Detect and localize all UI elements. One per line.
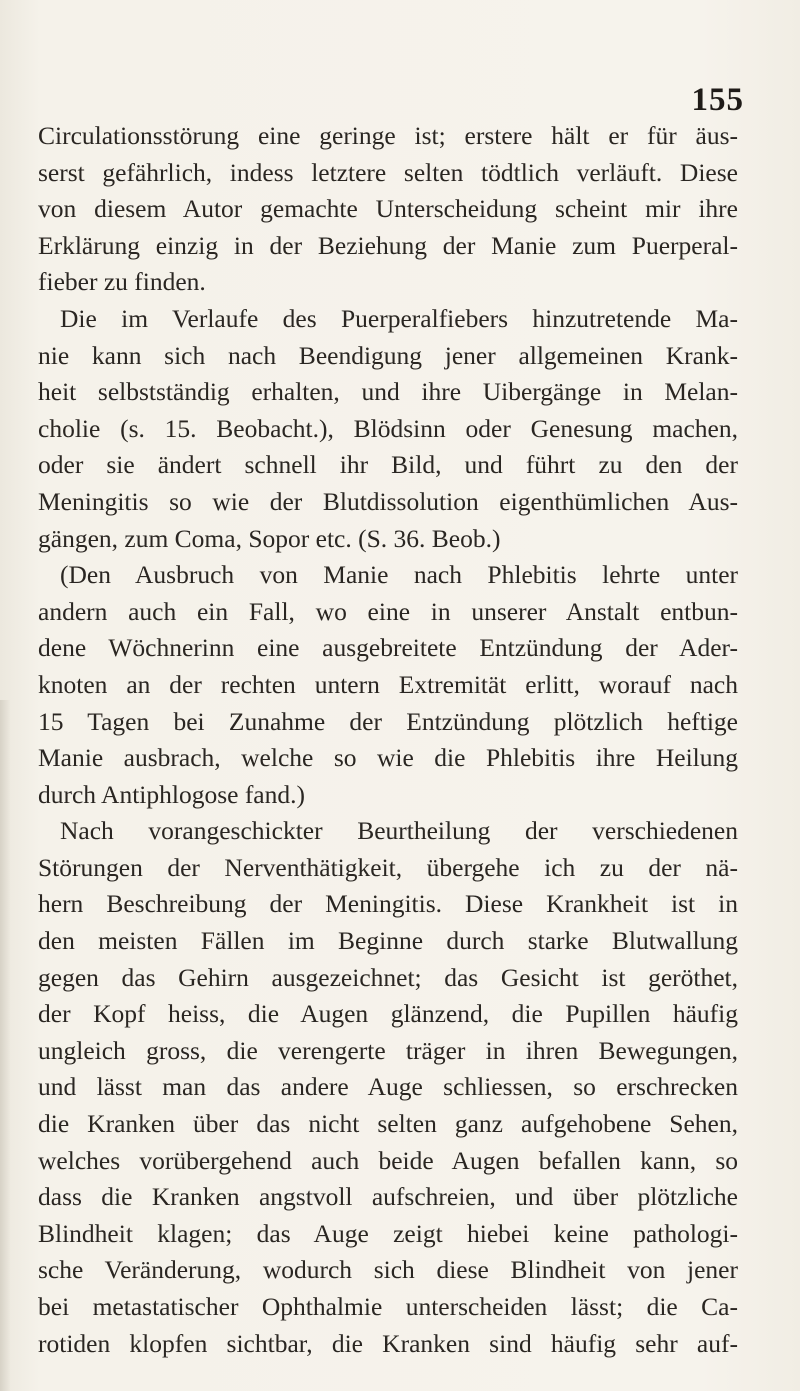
text-line: gängen, zum Coma, Sopor etc. (S. 36. Beob.) (38, 523, 501, 553)
text-line: und lässt man das andere Auge schliessen, so erschrecken (38, 1072, 738, 1102)
text-line: sche Veränderung, wodurch sich diese Blindheit von jener (38, 1255, 738, 1285)
text-line: ungleich gross, die verengerte träger in ihren Bewegungen, (38, 1035, 738, 1065)
text-line: Erklärung einzig in der Beziehung der Manie zum Puerperal- (38, 230, 738, 260)
text-line: die Kranken über das nicht selten ganz aufgehobene Sehen, (38, 1109, 738, 1139)
text-line: bei metastatischer Ophthalmie unterscheiden lässt; die Ca- (38, 1292, 738, 1321)
text-line: Manie ausbrach, welche so wie die Phlebitis ihre Heilung (38, 743, 738, 773)
text-line: rotiden klopfen sichtbar, die Kranken sind häufig sehr auf- (38, 1328, 738, 1358)
text-line: gegen das Gehirn ausgezeichnet; das Gesicht ist geröthet, (38, 962, 738, 992)
text-line: heit selbstständig erhalten, und ihre Uibergänge in Melan- (38, 377, 738, 407)
text-line: der Kopf heiss, die Augen glänzend, die Pupillen häufig (38, 999, 738, 1029)
text-line: welches vorübergehend auch beide Augen befallen kann, so (38, 1145, 738, 1175)
text-line: Störungen der Nerventhätigkeit, übergehe ich zu der nä- (38, 852, 738, 882)
body-text (38, 118, 738, 1362)
text-line: (Den Ausbruch von Manie nach Phlebitis lehrte unter (60, 560, 738, 590)
text-line: knoten an der rechten untern Extremität erlitt, worauf nach (38, 669, 738, 699)
text-line: Blindheit klagen; das Auge zeigt hiebei keine pathologi- (38, 1218, 738, 1248)
text-line: dene Wöchnerinn eine ausgebreitete Entzündung der Ader- (38, 633, 738, 663)
text-line: nie kann sich nach Beendigung jener allgemeinen Krank- (38, 340, 738, 370)
text-line: cholie (s. 15. Beobacht.), Blödsinn oder Genesung machen, (38, 413, 738, 443)
text-line: fieber zu finden. (38, 267, 206, 297)
text-line: Meningitis so wie der Blutdissolution eigenthümlichen Aus- (38, 486, 738, 516)
text-line: den meisten Fällen im Beginne durch starke Blutwallung (38, 926, 738, 956)
text-line: Circulationsstörung eine geringe ist; erstere hält er für äus- (38, 121, 738, 150)
page-number: 155 (691, 82, 744, 118)
page-gutter-shadow (0, 700, 10, 1391)
text-line: andern auch ein Fall, wo eine in unserer Anstalt entbun- (38, 596, 738, 626)
text-line: hern Beschreibung der Meningitis. Diese Krankheit ist in (38, 889, 738, 919)
text-line: serst gefährlich, indess letztere selten tödtlich verläuft. Diese (38, 157, 738, 187)
text-line: 15 Tagen bei Zunahme der Entzündung plötzlich heftige (38, 706, 738, 736)
text-line: oder sie ändert schnell ihr Bild, und führt zu den der (38, 450, 738, 480)
text-line: Die im Verlaufe des Puerperalfiebers hinzutretende Ma- (60, 303, 738, 333)
text-line: von diesem Autor gemachte Unterscheidung scheint mir ihre (38, 194, 738, 224)
text-line: Nach vorangeschickter Beurtheilung der verschiedenen (60, 816, 738, 846)
text-line: durch Antiphlogose fand.) (38, 779, 305, 809)
text-line: dass die Kranken angstvoll aufschreien, und über plötzliche (38, 1182, 738, 1212)
